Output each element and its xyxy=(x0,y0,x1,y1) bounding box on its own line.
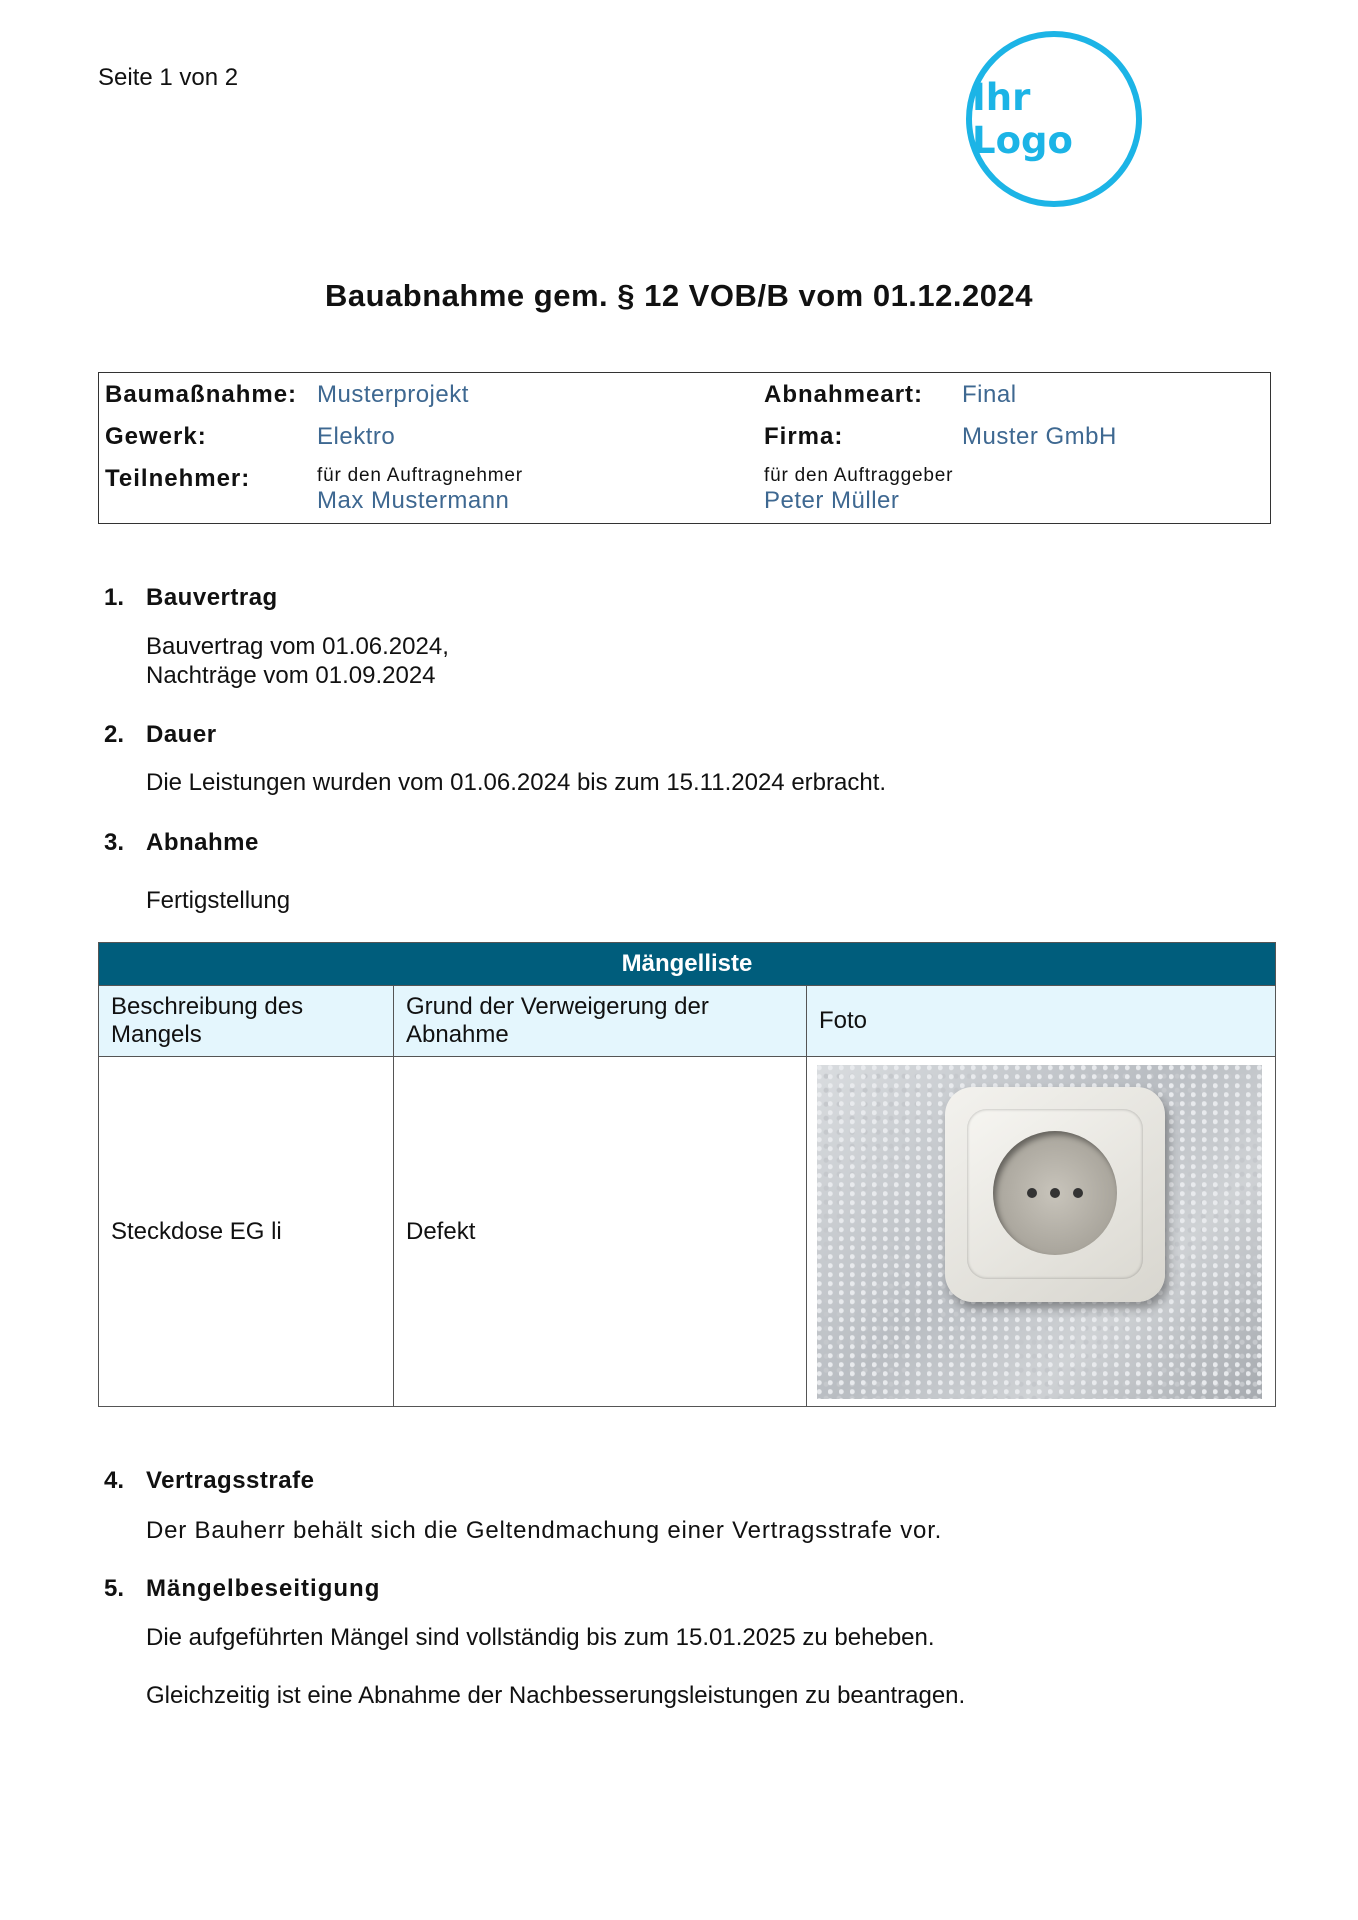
info-box xyxy=(98,372,1271,524)
type-value: Final xyxy=(962,381,1017,408)
trade-label: Gewerk: xyxy=(105,423,207,450)
section-5-title: Mängelbeseitigung xyxy=(146,1575,381,1602)
socket-pin-right xyxy=(1073,1188,1083,1198)
section-4-text: Der Bauherr behält sich die Geltendmachung einer Vertragsstrafe vor. xyxy=(146,1517,943,1544)
section-1-line-2: Nachträge vom 01.09.2024 xyxy=(146,662,436,689)
defect-description: Steckdose EG li xyxy=(99,1057,394,1407)
document-title: Bauabnahme gem. § 12 VOB/B vom 01.12.2024 xyxy=(325,278,1033,313)
column-header-photo: Foto xyxy=(807,986,1276,1057)
project-label: Baumaßnahme: xyxy=(105,381,298,408)
client-name: Peter Müller xyxy=(764,487,900,514)
section-5-number: 5. xyxy=(104,1575,125,1602)
section-4-number: 4. xyxy=(104,1467,125,1494)
section-1-title: Bauvertrag xyxy=(146,584,278,611)
project-value: Musterprojekt xyxy=(317,381,469,408)
defects-table-title: Mängelliste xyxy=(99,943,1276,986)
section-2-title: Dauer xyxy=(146,721,217,748)
contractor-name: Max Mustermann xyxy=(317,487,510,514)
socket-inner xyxy=(967,1109,1143,1279)
section-2-number: 2. xyxy=(104,721,125,748)
section-5-text-2: Gleichzeitig ist eine Abnahme der Nachbesserungsleistungen zu beantragen. xyxy=(146,1682,966,1709)
section-3-text: Fertigstellung xyxy=(146,887,291,914)
socket-pin-center xyxy=(1050,1188,1060,1198)
contractor-role: für den Auftragnehmer xyxy=(317,465,523,486)
section-1-number: 1. xyxy=(104,584,125,611)
type-label: Abnahmeart: xyxy=(764,381,924,408)
section-1-text xyxy=(146,632,449,690)
socket-photo-icon xyxy=(817,1065,1262,1399)
column-header-reason: Grund der Verweigerung der Abnahme xyxy=(394,986,807,1057)
defect-photo-cell xyxy=(807,1057,1276,1407)
participants-label: Teilnehmer: xyxy=(105,465,251,492)
page-number: Seite 1 von 2 xyxy=(98,64,239,91)
defects-table-header-row xyxy=(99,986,1276,1057)
logo xyxy=(966,31,1142,207)
socket-hole xyxy=(993,1131,1117,1255)
trade-value: Elektro xyxy=(317,423,396,450)
defects-table xyxy=(98,942,1276,1407)
column-header-description: Beschreibung des Mangels xyxy=(99,986,394,1057)
company-label: Firma: xyxy=(764,423,844,450)
socket-pin-left xyxy=(1027,1188,1037,1198)
section-4-title: Vertragsstrafe xyxy=(146,1467,315,1494)
table-row xyxy=(99,1057,1276,1407)
section-5-text-1: Die aufgeführten Mängel sind vollständig bis zum 15.01.2025 zu beheben. xyxy=(146,1624,935,1651)
section-2-text: Die Leistungen wurden vom 01.06.2024 bis zum 15.11.2024 erbracht. xyxy=(146,769,887,796)
defect-reason: Defekt xyxy=(394,1057,807,1407)
logo-text: Ihr Logo xyxy=(972,76,1073,162)
socket-plate xyxy=(945,1087,1165,1302)
section-3-title: Abnahme xyxy=(146,829,259,856)
section-1-line-1: Bauvertrag vom 01.06.2024, xyxy=(146,633,449,660)
company-value: Muster GmbH xyxy=(962,423,1117,450)
section-3-number: 3. xyxy=(104,829,125,856)
client-role: für den Auftraggeber xyxy=(764,465,954,486)
